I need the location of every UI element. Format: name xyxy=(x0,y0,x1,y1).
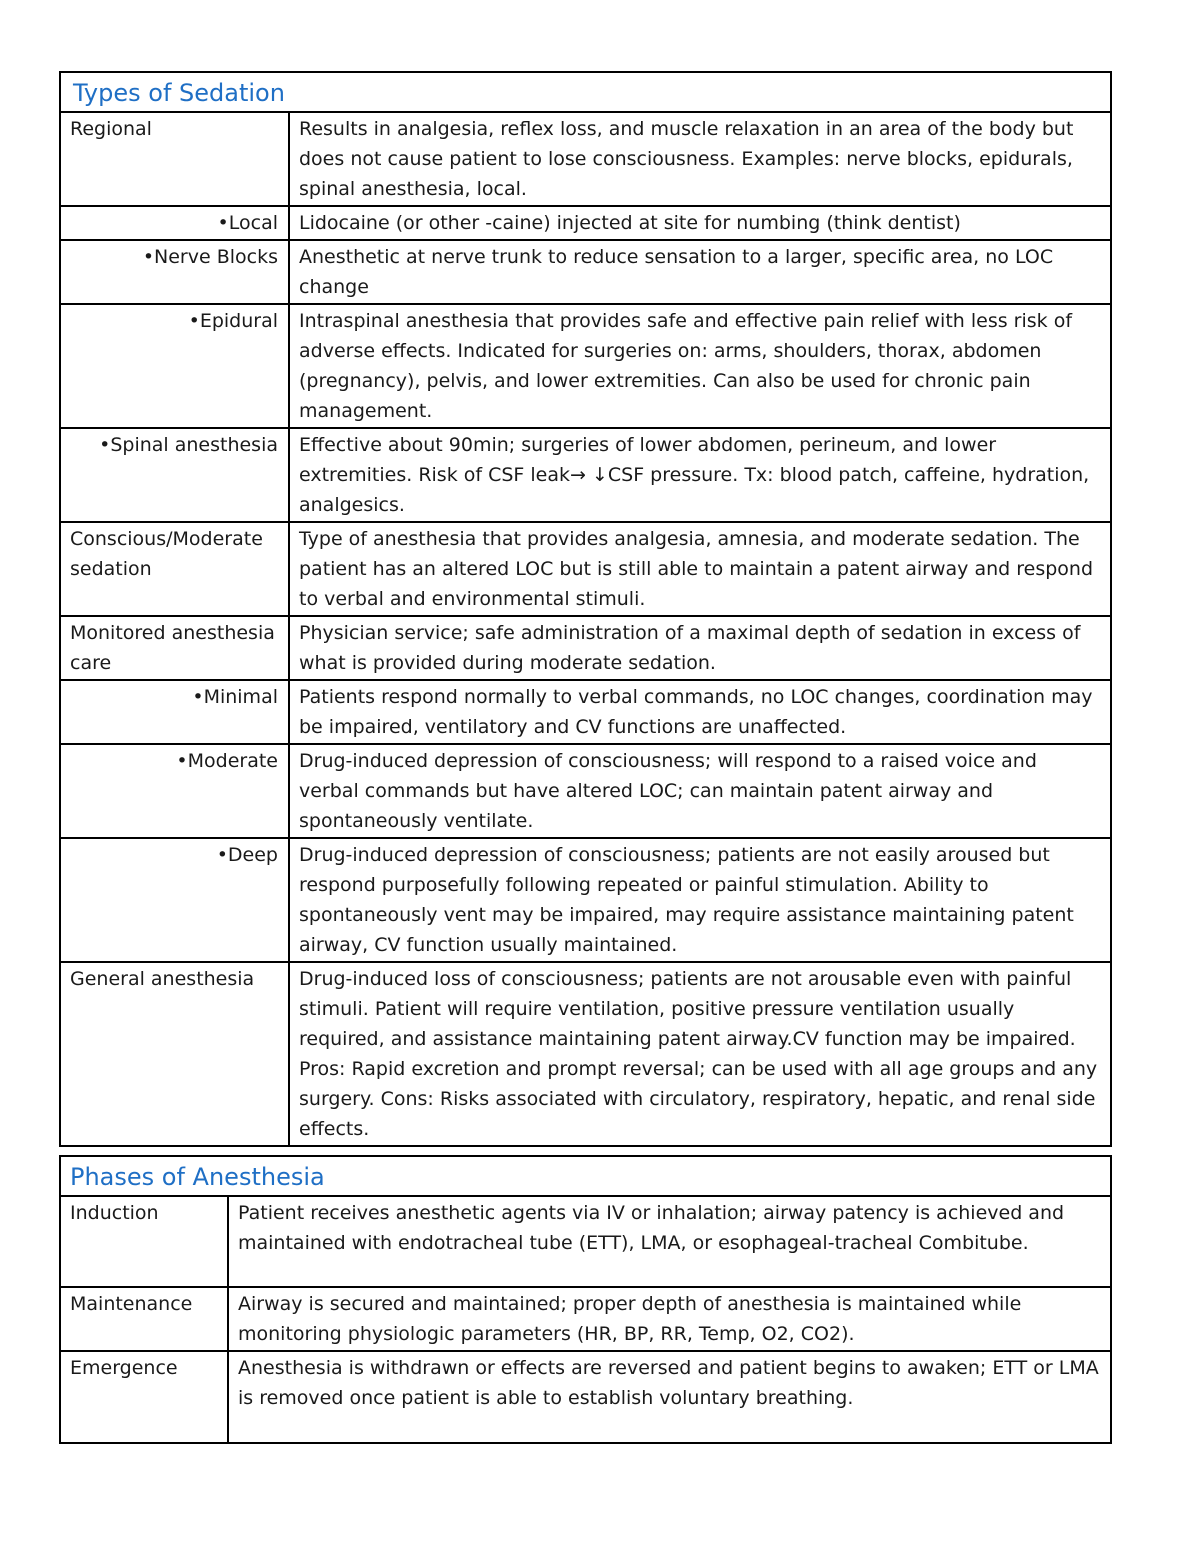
term-cell: •Local xyxy=(60,206,289,240)
phases-table-title: Phases of Anesthesia xyxy=(60,1156,1111,1196)
table-title-row xyxy=(60,1156,1111,1196)
term-cell: •Epidural xyxy=(60,304,289,428)
phases-table xyxy=(59,1155,1112,1444)
term-cell: •Spinal anesthesia xyxy=(60,428,289,522)
table-row xyxy=(60,744,1111,838)
description-cell: Results in analgesia, reflex loss, and muscle relaxation in an area of the body but does not cause patient to lose consciousness. Examples: nerve blocks, epidurals, spinal anesthesia, local. xyxy=(289,112,1111,206)
table-row xyxy=(60,838,1111,962)
sedation-table-title: Types of Sedation xyxy=(60,72,1111,112)
description-cell: Airway is secured and maintained; proper depth of anesthesia is maintained while monitoring physiologic parameters (HR, BP, RR, Temp, O2, CO2). xyxy=(228,1287,1111,1351)
table-row xyxy=(60,1351,1111,1443)
term-cell: Emergence xyxy=(60,1351,228,1443)
table-row xyxy=(60,112,1111,206)
description-cell: Intraspinal anesthesia that provides safe and effective pain relief with less risk of adverse effects. Indicated for surgeries on: arms, shoulders, thorax, abdomen (pregnancy), pelvis, and lower extremities. Can also be used for chronic pain management. xyxy=(289,304,1111,428)
table-row xyxy=(60,428,1111,522)
term-cell: Regional xyxy=(60,112,289,206)
description-cell: Effective about 90min; surgeries of lower abdomen, perineum, and lower extremities. Risk of CSF leak→ ↓CSF pressure. Tx: blood patch, caffeine, hydration, analgesics. xyxy=(289,428,1111,522)
term-cell: •Nerve Blocks xyxy=(60,240,289,304)
description-cell: Drug-induced depression of consciousness; will respond to a raised voice and verbal commands but have altered LOC; can maintain patent airway and spontaneously ventilate. xyxy=(289,744,1111,838)
table-row xyxy=(60,240,1111,304)
table-row xyxy=(60,680,1111,744)
term-cell: •Deep xyxy=(60,838,289,962)
description-cell: Anesthetic at nerve trunk to reduce sensation to a larger, specific area, no LOC change xyxy=(289,240,1111,304)
term-cell: General anesthesia xyxy=(60,962,289,1146)
term-cell: Monitored anesthesia care xyxy=(60,616,289,680)
term-cell: Maintenance xyxy=(60,1287,228,1351)
term-cell: Conscious/Moderate sedation xyxy=(60,522,289,616)
description-cell: Drug-induced depression of consciousness; patients are not easily aroused but respond purposefully following repeated or painful stimulation. Ability to spontaneously vent may be impaired, may require assistance maintaining patent airway, CV function usually maintained. xyxy=(289,838,1111,962)
description-cell: Drug-induced loss of consciousness; patients are not arousable even with painful stimuli. Patient will require ventilation, positive pressure ventilation usually required, and assistance maintaining patent airway.CV function may be impaired. Pros: Rapid excretion and prompt reversal; can be used with all age groups and any surgery. Cons: Risks associated with circulatory, respiratory, hepatic, and renal side effects. xyxy=(289,962,1111,1146)
table-row xyxy=(60,962,1111,1146)
description-cell: Physician service; safe administration of a maximal depth of sedation in excess of what is provided during moderate sedation. xyxy=(289,616,1111,680)
term-cell: •Minimal xyxy=(60,680,289,744)
description-cell: Patients respond normally to verbal commands, no LOC changes, coordination may be impaired, ventilatory and CV functions are unaffected. xyxy=(289,680,1111,744)
table-row xyxy=(60,616,1111,680)
table-row xyxy=(60,206,1111,240)
description-cell: Lidocaine (or other -caine) injected at site for numbing (think dentist) xyxy=(289,206,1111,240)
table-row xyxy=(60,1287,1111,1351)
table-row xyxy=(60,522,1111,616)
table-row xyxy=(60,1196,1111,1287)
term-cell: •Moderate xyxy=(60,744,289,838)
description-cell: Anesthesia is withdrawn or effects are reversed and patient begins to awaken; ETT or LMA is removed once patient is able to establish voluntary breathing. xyxy=(228,1351,1111,1443)
table-title-row xyxy=(60,72,1111,112)
term-cell: Induction xyxy=(60,1196,228,1287)
table-row xyxy=(60,304,1111,428)
sedation-table xyxy=(59,71,1112,1147)
description-cell: Patient receives anesthetic agents via IV or inhalation; airway patency is achieved and maintained with endotracheal tube (ETT), LMA, or esophageal-tracheal Combitube. xyxy=(228,1196,1111,1287)
description-cell: Type of anesthesia that provides analgesia, amnesia, and moderate sedation. The patient has an altered LOC but is still able to maintain a patent airway and respond to verbal and environmental stimuli. xyxy=(289,522,1111,616)
